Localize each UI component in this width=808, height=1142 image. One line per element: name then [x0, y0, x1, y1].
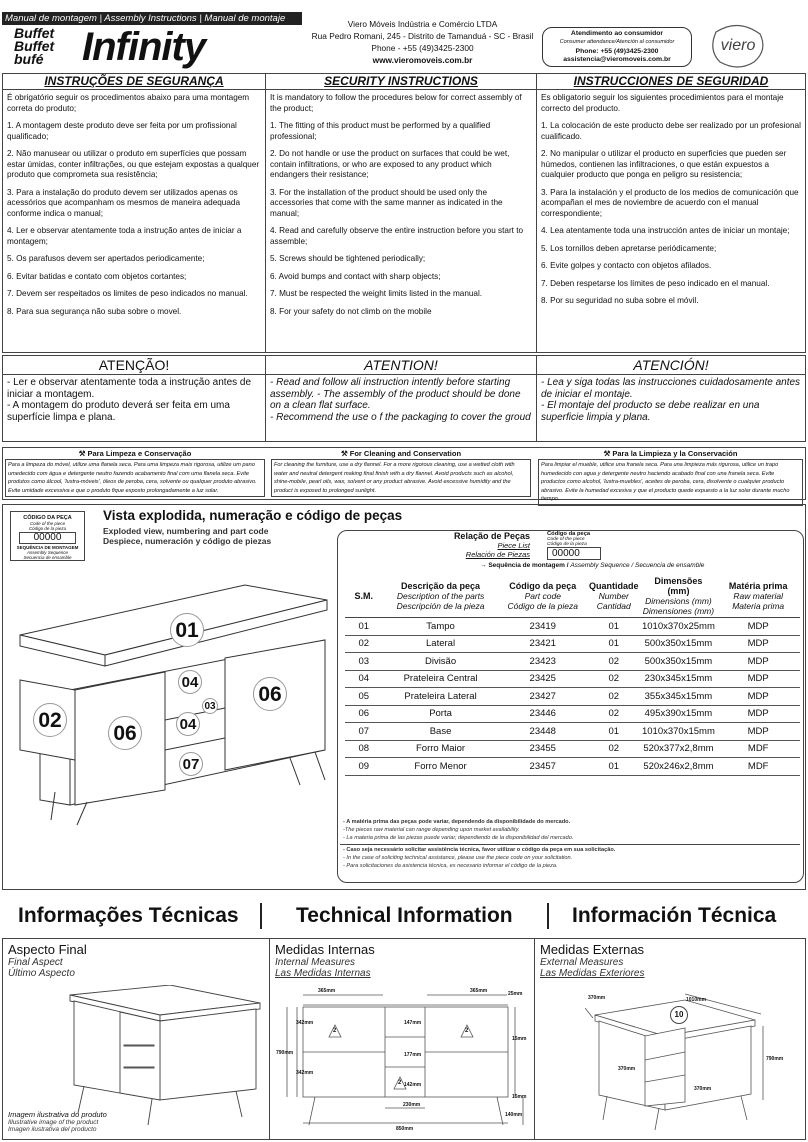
- dim-label: 370mm: [588, 995, 606, 1001]
- dim-label: 25mm: [508, 991, 523, 997]
- safety-item: 4. Lea atentamente toda una instrucción antes de iniciar un montaje;: [541, 226, 790, 235]
- note-line: - In the case of soliciting technical assistance, please use the piece code on your solicitation.: [343, 855, 573, 861]
- assembly-sequence-key: → Sequência de montagem / Assembly Sequence / Secuencia de ensamble: [480, 562, 705, 569]
- safety-item: 4. Read and carefully observe the entire instruction before you start to assemble;: [270, 226, 524, 246]
- consumer-phone: Phone: +55 (49)3425-2300: [575, 48, 659, 55]
- safety-item: 3. For the installation of the product should be used only the accessories that come with the same manner as indicated in the manual;: [270, 187, 503, 218]
- cell-code: 23425: [499, 670, 587, 688]
- panel-title: Medidas Externas: [540, 942, 645, 957]
- safety-intro: Es obligatorio seguir los siguientes procedimientos para el montaje correcto del producto.: [541, 93, 784, 113]
- part-code-key-value: 00000: [547, 547, 601, 560]
- attention-line: - A montagem do produto deverá ser feita em uma superfície limpa e plana.: [7, 400, 230, 423]
- dim-label: 230mm: [403, 1102, 421, 1108]
- safety-item: 3. Para la instalación y el producto de los medios de comunicación que acompañan el mes de noviembre de acuerdo con el manual correspondiente;: [541, 187, 799, 218]
- table-row: [345, 723, 800, 741]
- cleaning-title: ⚒ For Cleaning and Conservation: [340, 449, 462, 458]
- exploded-sub-es: Despiece, numeración y código de piezas: [103, 536, 272, 546]
- safety-item: 6. Evite golpes y contacto con objetos afilados.: [541, 261, 712, 270]
- weight-mark: 2: [333, 1028, 337, 1034]
- panel-internal-header: [275, 943, 375, 979]
- manual-title-bar: Manual de montagem | Assembly Instructions | Manual de montaje: [2, 12, 302, 25]
- note-line: - La materia prima de las piezas puede variar, dependiendo de la disponibilidad del mercado.: [343, 835, 574, 841]
- safety-item: 5. Los tornillos deben apretarse periódicamente;: [541, 243, 717, 253]
- safety-item: 8. Para sua segurança não suba sobre o movel.: [7, 306, 182, 316]
- cleaning-col-es: [538, 449, 803, 506]
- cell-code: 23423: [499, 653, 587, 671]
- material-notes: [343, 818, 798, 842]
- weight-mark: 2: [465, 1028, 469, 1034]
- company-site[interactable]: www.vieromoveis.com.br: [372, 55, 473, 65]
- exploded-sub-en: Exploded view, numbering and part code: [103, 526, 269, 536]
- panel-title: Aspecto Final: [8, 942, 87, 957]
- col-header: S.M.: [345, 575, 383, 618]
- code-legend-seq: Secuencia de ensamble: [23, 555, 72, 560]
- cell-description: Base: [383, 723, 499, 741]
- company-phone: Phone - +55 (49)3425-2300: [371, 43, 474, 53]
- consumer-title: Atendimento ao consumidor: [570, 30, 664, 37]
- safety-item: 5. Os parafusos devem ser apertados periodicamente;: [7, 254, 205, 263]
- col-header: Matéria prima Raw material Materia prima: [716, 575, 800, 618]
- cell-sm: 04: [345, 670, 383, 688]
- panel-external-header: [540, 943, 645, 979]
- dim-label: 365mm: [470, 988, 488, 994]
- cell-quantity: 02: [587, 705, 641, 723]
- cell-quantity: 02: [587, 670, 641, 688]
- cell-quantity: 01: [587, 618, 641, 636]
- cleaning-title: ⚒ Para Limpeza e Conservação: [78, 449, 192, 458]
- cleaning-title: ⚒ Para la Limpieza y la Conservación: [603, 449, 738, 458]
- tech-title-pt: Informações Técnicas: [18, 904, 239, 927]
- part-code-key-sub: Código de la pieza: [547, 542, 587, 547]
- brush-icon: ⚒: [78, 449, 88, 458]
- panel-sub: Las Medidas Internas: [275, 968, 371, 979]
- illustrative-note: [8, 1110, 107, 1133]
- dim-label: 370mm: [694, 1086, 712, 1092]
- dim-label: 15mm: [512, 1036, 527, 1042]
- attention-title: ATENÇÃO!: [98, 357, 170, 373]
- attention-col-pt: [3, 355, 265, 423]
- col-header: Descrição da peça Description of the parts Descripción de la pieza: [383, 575, 499, 618]
- panel-sub: External Measures: [540, 957, 624, 968]
- cell-description: Forro Menor: [383, 758, 499, 776]
- cell-sm: 02: [345, 635, 383, 653]
- consumer-subtitle: Consumer attendance/Atención al consumidor: [559, 39, 675, 45]
- cell-sm: 01: [345, 618, 383, 636]
- parts-table-wrap: [345, 575, 800, 776]
- cell-dimensions: 500x350x15mm: [640, 653, 716, 671]
- table-row: [345, 653, 800, 671]
- panel-final-aspect-header: [8, 943, 87, 979]
- illustrative-line: Imagem ilustrativa do produto: [8, 1110, 107, 1119]
- illustrative-line: Illustrative image of the product: [8, 1119, 99, 1126]
- cell-material: MDP: [716, 635, 800, 653]
- part-callout: 03: [202, 698, 218, 714]
- cell-dimensions: 1010x370x25mm: [640, 618, 716, 636]
- dim-label: 342mm: [296, 1070, 314, 1076]
- cleaning-text: For cleaning the furniture, use a dry flannel. For a more rigorous cleaning, use a wetted cloth with water and neutral detergent making final finish with a dry flannel. Avoid products such as alcohol, shine-mobile, pearl oils, wax, solvent or any product abrasive. Avoid excessive humidity and the product is exposed to prolonged sunlight.: [271, 459, 531, 497]
- attention-title: ATENTION!: [364, 357, 438, 373]
- note-line: - Caso seja necessário solicitar assistência técnica, favor utilizar o código da peça em sua solicitação.: [343, 847, 616, 853]
- parts-table-header-row: [345, 575, 800, 618]
- product-type-es: bufé: [14, 51, 44, 67]
- safety-intro: É obrigatório seguir os procedimentos abaixo para uma montagem correta do produto;: [7, 93, 250, 113]
- cell-dimensions: 1010x370x15mm: [640, 723, 716, 741]
- safety-item: 5. Screws should be tightened periodically;: [270, 254, 426, 263]
- cell-material: MDP: [716, 653, 800, 671]
- cell-code: 23419: [499, 618, 587, 636]
- dim-label: 365mm: [318, 988, 336, 994]
- weight-badge: 10: [670, 1006, 688, 1024]
- parts-list-title: Relação de Peças: [453, 531, 530, 541]
- part-callout: 06: [108, 716, 142, 750]
- table-row: [345, 670, 800, 688]
- table-row: [345, 618, 800, 636]
- cell-material: MDF: [716, 740, 800, 758]
- note-line: -The pieces raw material can range depending upon market availability.: [343, 827, 520, 833]
- panel-sub: Internal Measures: [275, 957, 356, 968]
- attention-col-es: [537, 355, 805, 423]
- code-legend-box: [10, 511, 85, 561]
- panel-sub: Final Aspect: [8, 957, 63, 968]
- safety-item: 7. Deben respetarse los límites de peso indicado en el manual.: [541, 278, 770, 288]
- code-legend-seq: SEQUÊNCIA DE MONTAGEM: [16, 545, 79, 550]
- product-type-en: Buffet: [14, 38, 55, 54]
- cell-code: 23421: [499, 635, 587, 653]
- company-address: Rua Pedro Romani, 245 - Distrito de Tamanduá - SC - Brasil: [311, 31, 534, 41]
- cell-description: Lateral: [383, 635, 499, 653]
- company-name: Viero Móveis Indústria e Comércio LTDA: [347, 19, 498, 29]
- safety-item: 2. Do not handle or use the product on surfaces that could be wet, contain infiltrations, or who are exposed to any product which endangers their resistance;: [270, 149, 510, 179]
- cell-quantity: 01: [587, 723, 641, 741]
- logo-text: viero: [720, 37, 756, 54]
- cell-sm: 07: [345, 723, 383, 741]
- note-line: - A matéria prima das peças pode variar, dependendo da disponibilidade do mercado.: [343, 819, 571, 825]
- brush-icon: ⚒: [340, 449, 350, 458]
- cell-material: MDP: [716, 705, 800, 723]
- attention-col-en: [266, 355, 536, 423]
- illustrative-line: Imagen ilustrativa del producto: [8, 1126, 97, 1133]
- dim-label: 850mm: [396, 1126, 414, 1132]
- cell-code: 23455: [499, 740, 587, 758]
- exploded-title: Vista explodida, numeração e código de peças: [103, 508, 403, 523]
- code-legend-seq: Assembly Sequence: [26, 550, 69, 555]
- cell-description: Prateleira Lateral: [383, 688, 499, 706]
- code-legend-value: 00000: [19, 532, 76, 544]
- safety-col-es: [537, 74, 805, 317]
- cell-dimensions: 355x345x15mm: [640, 688, 716, 706]
- cell-quantity: 01: [587, 635, 641, 653]
- safety-title: SECURITY INSTRUCTIONS: [266, 74, 536, 90]
- cell-description: Forro Maior: [383, 740, 499, 758]
- brush-icon: ⚒: [603, 449, 613, 458]
- cell-description: Prateleira Central: [383, 670, 499, 688]
- part-callout: 01: [170, 613, 204, 647]
- cell-material: MDP: [716, 618, 800, 636]
- table-row: [345, 740, 800, 758]
- safety-item: 2. No manipular o utilizar el producto en superficies que pueden ser húmedos, contienen las infiltraciones, o que están expuestos a cualquier producto que ponga en peligro su resistencia;: [541, 149, 787, 179]
- safety-item: 3. Para a instalação do produto devem ser utilizados apenas os acessórios que acompanham os mesmos de maneira adequada conforme indica o manual;: [7, 187, 241, 218]
- cell-dimensions: 500x350x15mm: [640, 635, 716, 653]
- cell-material: MDP: [716, 723, 800, 741]
- consumer-service-box: [542, 27, 692, 67]
- assistance-notes: [343, 846, 798, 870]
- table-row: [345, 635, 800, 653]
- panel-sub: Las Medidas Exteriores: [540, 968, 645, 979]
- divider: [260, 903, 262, 929]
- panel-sub: Último Aspecto: [8, 968, 75, 979]
- parts-list-header: [440, 531, 530, 559]
- part-callout: 07: [179, 752, 203, 776]
- cleaning-col-pt: [5, 449, 265, 497]
- dim-label: 15mm: [512, 1094, 527, 1100]
- weight-mark: 2: [398, 1080, 402, 1086]
- col-header: Código da peça Part code Código de la pieza: [499, 575, 587, 618]
- viero-logo: [708, 22, 768, 70]
- attention-line: - El montaje del producto se debe realizar en una superficie limpia y plana.: [541, 400, 760, 423]
- cell-material: MDF: [716, 758, 800, 776]
- cell-quantity: 02: [587, 653, 641, 671]
- cell-material: MDP: [716, 670, 800, 688]
- safety-col-pt: [3, 74, 265, 327]
- note-line: - Para solicitaciones da asistencia técnica, es necesario informar el código de la pieza.: [343, 863, 558, 869]
- dim-label: 142mm: [404, 1082, 422, 1088]
- cell-description: Divisão: [383, 653, 499, 671]
- part-code-key: [547, 531, 617, 560]
- part-code-key-title: Código da peça: [547, 531, 591, 537]
- tech-title-en: Technical Information: [296, 904, 513, 927]
- cell-description: Tampo: [383, 618, 499, 636]
- parts-list-sub: Piece List: [497, 541, 530, 550]
- safety-item: 1. A montagem deste produto deve ser feita por um profissional qualificado;: [7, 121, 237, 141]
- tech-title-es: Información Técnica: [572, 904, 777, 927]
- part-code-key-sub: Code of the piece: [547, 537, 585, 542]
- cleaning-col-en: [271, 449, 531, 497]
- cell-dimensions: 230x345x15mm: [640, 670, 716, 688]
- cell-sm: 06: [345, 705, 383, 723]
- part-callout: 02: [33, 703, 67, 737]
- safety-item: 8. For your safety do not climb on the mobile: [270, 306, 432, 316]
- parts-table: [345, 575, 800, 776]
- safety-item: 7. Must be respected the weight limits listed in the manual.: [270, 289, 483, 298]
- attention-title: ATENCIÓN!: [633, 357, 709, 373]
- attention-line: - Read and follow ali instruction intently before starting assembly. - The assembly of the product should be done on a clean flat surface.: [270, 377, 521, 411]
- cell-description: Porta: [383, 705, 499, 723]
- dim-label: 790mm: [766, 1056, 784, 1062]
- safety-col-en: [266, 74, 536, 327]
- cell-code: 23427: [499, 688, 587, 706]
- safety-title: INSTRUCCIONES DE SEGURIDAD: [537, 74, 805, 90]
- table-row: [345, 758, 800, 776]
- code-legend-title: CÓDIGO DA PEÇA: [23, 515, 72, 521]
- cell-code: 23448: [499, 723, 587, 741]
- code-legend-sub: Código de la pieza: [28, 526, 67, 531]
- col-header: Dimensões (mm) Dimensions (mm) Dimensiones (mm): [640, 575, 716, 618]
- safety-title: INSTRUÇÕES DE SEGURANÇA: [3, 74, 265, 90]
- brand-title: Infinity: [82, 25, 206, 69]
- safety-item: 1. The fitting of this product must be performed by a qualified professional;: [270, 121, 491, 141]
- attention-line: - Recommend the use o f the packaging to cover the groud: [270, 411, 531, 423]
- cell-sm: 03: [345, 653, 383, 671]
- cell-dimensions: 495x390x15mm: [640, 705, 716, 723]
- divider: [547, 903, 549, 929]
- attention-line: - Ler e observar atentamente toda a instrução antes de iniciar a montagem.: [7, 377, 252, 400]
- panel-title: Medidas Internas: [275, 942, 375, 957]
- cell-code: 23457: [499, 758, 587, 776]
- safety-item: 4. Ler e observar atentamente toda a instrução antes de iniciar a montagem;: [7, 226, 242, 246]
- table-row: [345, 705, 800, 723]
- safety-item: 8. Por su seguridad no suba sobre el móvil.: [541, 296, 699, 305]
- product-type-list: [14, 27, 54, 66]
- company-info: [305, 18, 540, 66]
- cell-sm: 05: [345, 688, 383, 706]
- dim-label: 140mm: [505, 1112, 523, 1118]
- dim-label: 147mm: [404, 1020, 422, 1026]
- dim-label: 1010mm: [686, 997, 707, 1003]
- cell-sm: 08: [345, 740, 383, 758]
- cell-quantity: 02: [587, 740, 641, 758]
- divider: [340, 844, 800, 845]
- safety-item: 7. Devem ser respeitados os limites de peso indicados no manual.: [7, 289, 248, 298]
- safety-item: 1. La colocación de este producto debe ser realizado por un profesional cualificado.: [541, 121, 801, 141]
- divider: [534, 938, 535, 1140]
- dim-label: 370mm: [618, 1066, 636, 1072]
- code-legend-sub: Code of the piece: [29, 521, 66, 526]
- cleaning-text: Para limpiar el mueble, utilice una franela seca. Para una limpieza más rigurosa, utilice un trapo humedecido con agua y detergente neutro haciendo acabado final con una franela seca. Evite productos como alcohol, 'lustra-muebles', aceites de peroba, cera, disolvente o cualquier producto abrasivo. Evite la humedad excesiva y que el producto quede expuesto a la luz solar durante mucho tiempo.: [538, 459, 803, 506]
- cell-code: 23446: [499, 705, 587, 723]
- part-callout: 06: [253, 677, 287, 711]
- safety-item: 2. Não manusear ou utilizar o produto em superfícies que possam estar úmidas, conter infiltrações, ou que estejam expostas a qualquer produto que comprometa sua resistência;: [7, 149, 260, 179]
- parts-list-sub: Relación de Piezas: [465, 550, 530, 559]
- cell-dimensions: 520x246x2,8mm: [640, 758, 716, 776]
- final-aspect-drawing: [60, 985, 265, 1130]
- external-measures-drawing: [585, 990, 800, 1135]
- dim-label: 790mm: [276, 1050, 294, 1056]
- internal-measures-drawing: [275, 985, 530, 1135]
- cell-quantity: 01: [587, 758, 641, 776]
- table-row: [345, 688, 800, 706]
- cell-quantity: 02: [587, 688, 641, 706]
- arrow-right-icon: →: [480, 562, 489, 569]
- cell-sm: 09: [345, 758, 383, 776]
- product-type-pt: Buffet: [14, 25, 55, 41]
- dim-label: 177mm: [404, 1052, 422, 1058]
- cell-material: MDP: [716, 688, 800, 706]
- divider: [269, 938, 270, 1140]
- part-callout: 04: [176, 712, 200, 736]
- col-header: Quantidade Number Cantidad: [587, 575, 641, 618]
- cell-dimensions: 520x377x2,8mm: [640, 740, 716, 758]
- attention-line: - Lea y siga todas las instrucciones cuidadosamente antes de iniciar el montaje.: [541, 377, 801, 400]
- safety-item: 6. Avoid bumps and contact with sharp objects;: [270, 271, 441, 281]
- cleaning-text: Para a limpeza do móvel, utilize uma flanela seca. Para uma limpeza mais rigorosa, utilize um pano umedecido com água e detergente neutro fazendo acabamento final com uma flanela seca. Evite produtos como álcool, 'lustra-móveis', óleos de peroba, cera, solvente ou qualquer produto abrasivo. Evite umidade excessiva e que o produto fique exposto prolongadamente a luz solar.: [5, 459, 265, 497]
- safety-intro: It is mandatory to follow the procedures below for correct assembly of the product;: [270, 93, 522, 113]
- part-callout: 04: [178, 670, 202, 694]
- safety-item: 6. Evitar batidas e contato com objetos cortantes;: [7, 271, 187, 281]
- consumer-email[interactable]: assistencia@vieromoveis.com.br: [563, 56, 671, 63]
- dim-label: 342mm: [296, 1020, 314, 1026]
